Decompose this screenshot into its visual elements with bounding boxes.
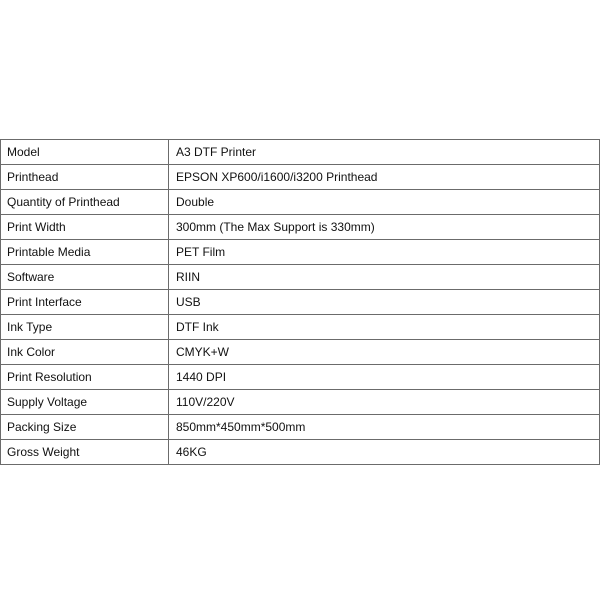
spec-label: Printhead [1,165,169,190]
spec-label: Ink Color [1,340,169,365]
table-row [1,215,600,240]
spec-label: Print Interface [1,290,169,315]
spec-label: Ink Type [1,315,169,340]
spec-value: A3 DTF Printer [169,140,600,165]
spec-label: Supply Voltage [1,390,169,415]
spec-value: CMYK+W [169,340,600,365]
spec-label: Print Width [1,215,169,240]
table-row [1,390,600,415]
spec-table-body [1,140,600,465]
spec-value: 110V/220V [169,390,600,415]
table-row [1,340,600,365]
spec-value: USB [169,290,600,315]
table-row [1,315,600,340]
spec-value: 300mm (The Max Support is 330mm) [169,215,600,240]
table-row [1,415,600,440]
spec-label: Software [1,265,169,290]
spec-label: Model [1,140,169,165]
table-row [1,290,600,315]
spec-label: Packing Size [1,415,169,440]
spec-value: DTF Ink [169,315,600,340]
table-row [1,140,600,165]
spec-label: Print Resolution [1,365,169,390]
spec-value: RIIN [169,265,600,290]
table-row [1,190,600,215]
table-row [1,240,600,265]
spec-value: EPSON XP600/i1600/i3200 Printhead [169,165,600,190]
spec-label: Printable Media [1,240,169,265]
spec-value: 850mm*450mm*500mm [169,415,600,440]
table-row [1,440,600,465]
spec-value: Double [169,190,600,215]
table-row [1,365,600,390]
table-row [1,265,600,290]
spec-value: PET Film [169,240,600,265]
spec-label: Gross Weight [1,440,169,465]
spec-value: 46KG [169,440,600,465]
spec-value: 1440 DPI [169,365,600,390]
table-row [1,165,600,190]
spec-table [0,139,600,465]
spec-label: Quantity of Printhead [1,190,169,215]
